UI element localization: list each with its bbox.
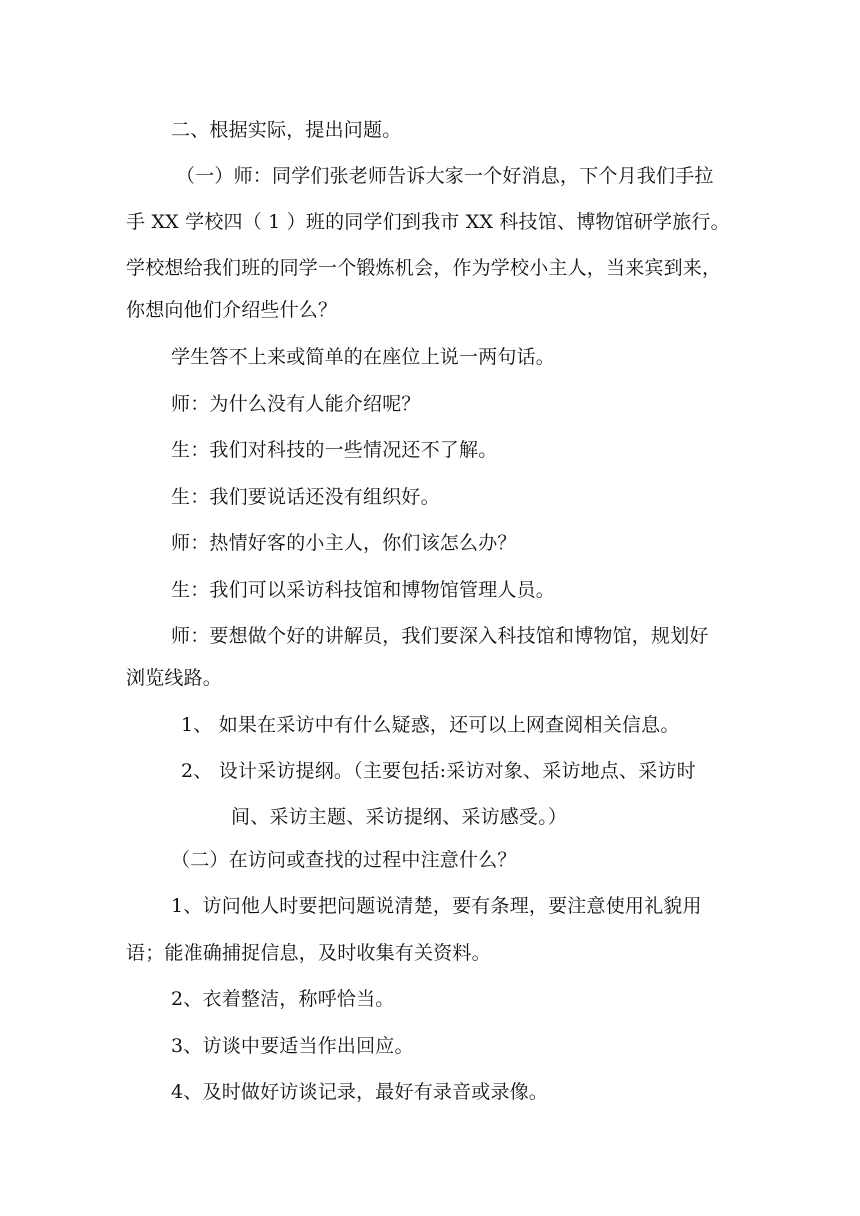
section-heading: 二、根据实际，提出问题。 [171,119,402,141]
paragraph-line: 4、及时做好访谈记录，最好有录音或录像。 [171,1081,549,1103]
paragraph-line: 2、衣着整洁，称呼恰当。 [171,988,395,1010]
paragraph-line: 3、访谈中要适当作出回应。 [171,1035,414,1057]
list-item-continuation: 间、采访主题、采访提纲、采访感受。） [231,806,568,828]
dialogue-line: 生：我们可以采访科技馆和博物馆管理人员。 [171,579,556,601]
list-item: 2、 设计采访提纲。（主要包括:采访对象、采访地点、采访时 [181,760,696,782]
paragraph-line: 语；能准确捕捉信息，及时收集有关资料。 [126,942,491,964]
subsection-heading: （二）在访问或查找的过程中注意什么？ [171,849,517,871]
dialogue-line: 浏览线路。 [126,667,223,689]
dialogue-line: 生：我们对科技的一些情况还不了解。 [171,439,498,461]
paragraph-line: 手 XX 学校四（ 1 ）班的同学们到我市 XX 科技馆、博物馆研学旅行。 [126,211,730,233]
paragraph-line: 你想向他们介绍些什么？ [126,299,338,321]
dialogue-line: 师：为什么没有人能介绍呢？ [171,393,421,415]
dialogue-line: 生：我们要说话还没有组织好。 [171,486,440,508]
paragraph-line: 学生答不上来或简单的在座位上说一两句话。 [171,346,556,368]
dialogue-line: 师：要想做个好的讲解员，我们要深入科技馆和博物馆，规划好 [171,625,709,647]
dialogue-line: 师：热情好客的小主人，你们该怎么办？ [171,532,517,554]
paragraph-line: 1、访问他人时要把问题说清楚，要有条理，要注意使用礼貌用 [171,895,702,917]
list-item: 1、 如果在采访中有什么疑惑，还可以上网查阅相关信息。 [181,714,680,736]
paragraph-line: 学校想给我们班的同学一个锻炼机会，作为学校小主人，当来宾到来， [126,257,722,279]
paragraph-line: （一）师：同学们张老师告诉大家一个好消息，下个月我们手拉 [176,165,714,187]
